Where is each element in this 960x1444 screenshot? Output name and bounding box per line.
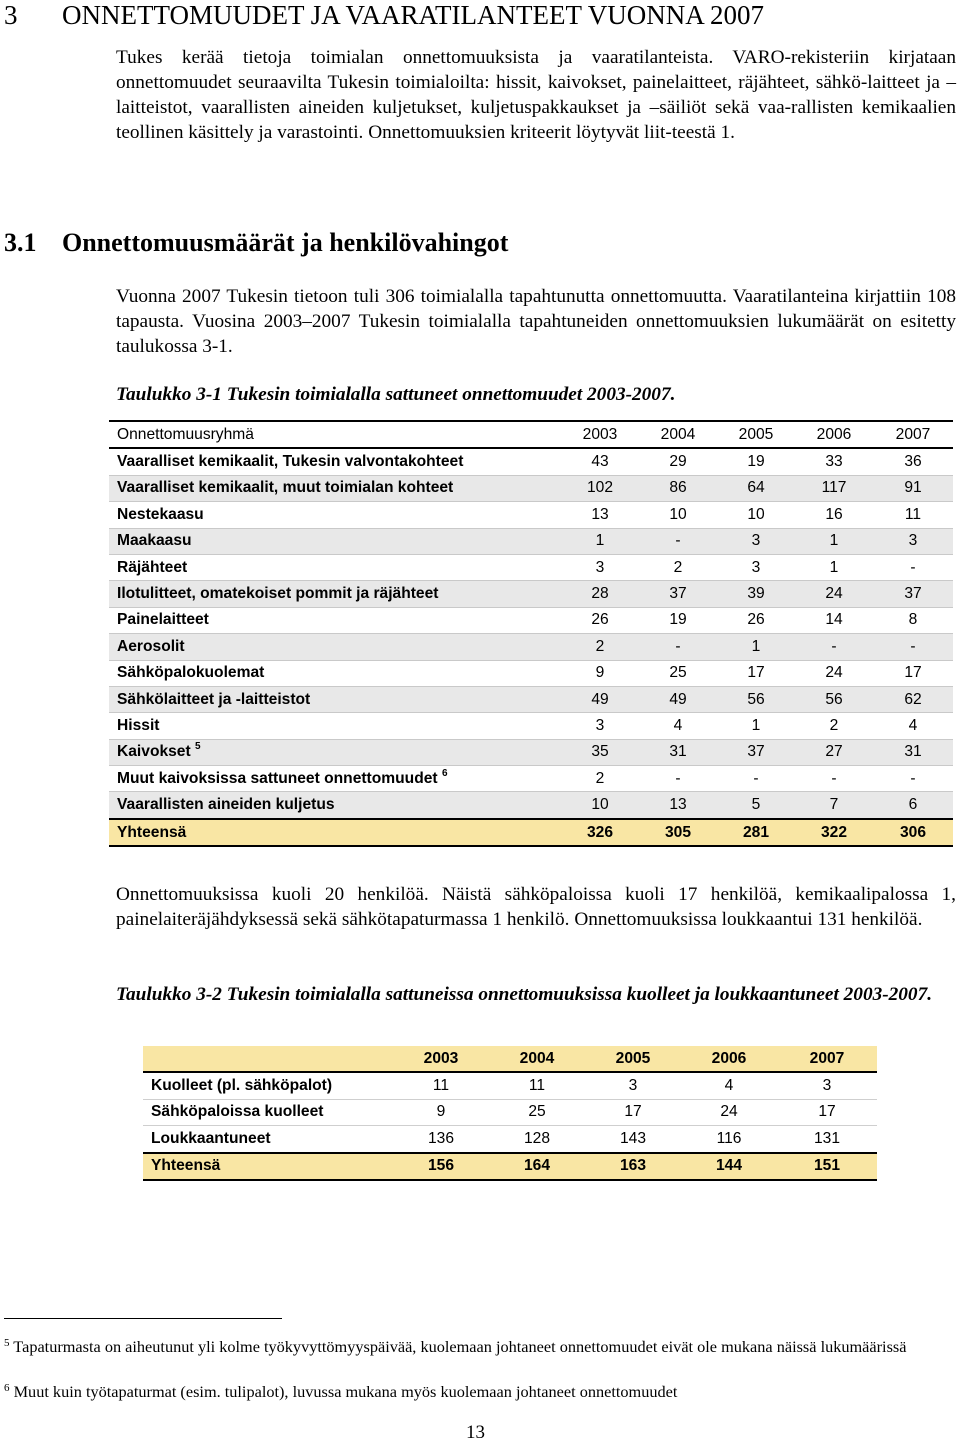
row-label-text: Sähkölaitteet ja -laitteistot — [117, 690, 311, 708]
table-cell: 19 — [639, 607, 717, 633]
total-cell: 164 — [489, 1153, 585, 1180]
table-cell: - — [873, 766, 953, 792]
row-label — [109, 448, 561, 475]
table-cell: - — [873, 634, 953, 660]
table-row — [109, 554, 953, 580]
table-row — [109, 581, 953, 607]
table-cell: 26 — [717, 607, 795, 633]
column-header-year: 2003 — [393, 1046, 489, 1072]
intro-paragraph: Tukes kerää tietoja toimialan onnettomuuksista ja vaaratilanteista. VARO-rekisteriin kirjataan onnettomuudet seuraavilta Tukesin toimialoilta: hissit, kaivokset, painelaitteet, räjähteet, sähkö-laitteet ja –laitteistot, vaarallisten aineiden kuljetukset, kuljetuspakkaukset ja –säiliöt sekä vaa-rallisten kemikaalien teollinen käsittely ja varastointi. Onnettomuuksien kriteerit löytyvät liit-teestä 1. — [116, 47, 956, 143]
row-label: Kuolleet (pl. sähköpalot) — [143, 1072, 393, 1099]
total-cell: 326 — [561, 819, 639, 846]
section-title: Onnettomuusmäärät ja henkilövahingot — [62, 228, 509, 257]
table-cell: 36 — [873, 448, 953, 475]
table-cell: 4 — [639, 713, 717, 739]
table-cell: - — [795, 634, 873, 660]
table-cell: 17 — [585, 1099, 681, 1125]
table-cell: 25 — [639, 660, 717, 686]
row-label-text: Aerosolit — [117, 637, 185, 655]
table-cell: 2 — [561, 634, 639, 660]
row-label-text: Maakaasu — [117, 532, 192, 550]
total-label: Yhteensä — [143, 1153, 393, 1180]
row-label — [109, 475, 561, 501]
table-cell: 17 — [777, 1099, 877, 1125]
table-cell: 2 — [561, 766, 639, 792]
column-header-year: 2007 — [777, 1046, 877, 1072]
footnote-mark: 6 — [4, 1382, 10, 1394]
table-cell: 56 — [717, 686, 795, 712]
table-row — [109, 792, 953, 819]
table-cell: 24 — [795, 581, 873, 607]
table-cell: 143 — [585, 1126, 681, 1153]
table-cell: 28 — [561, 581, 639, 607]
table-cell: 9 — [561, 660, 639, 686]
row-label — [109, 581, 561, 607]
footnote-5 — [4, 1336, 954, 1357]
table-cell: 31 — [873, 739, 953, 765]
table-cell: - — [639, 528, 717, 554]
row-label-text: Kaivokset — [117, 743, 191, 761]
table-cell: - — [639, 634, 717, 660]
footnote-mark: 5 — [4, 1337, 10, 1349]
column-header-year: 2005 — [585, 1046, 681, 1072]
total-cell: 163 — [585, 1153, 681, 1180]
table-cell: 1 — [717, 713, 795, 739]
table-cell: 91 — [873, 475, 953, 501]
row-label — [109, 713, 561, 739]
table-cell: 117 — [795, 475, 873, 501]
page-number: 13 — [466, 1422, 485, 1443]
total-cell: 151 — [777, 1153, 877, 1180]
table-cell: 10 — [639, 502, 717, 528]
total-row — [109, 819, 953, 846]
row-label-text: Sähköpalokuolemat — [117, 664, 265, 682]
table-cell: 1 — [795, 528, 873, 554]
footnote-ref: 5 — [195, 741, 201, 753]
table-cell: 14 — [795, 607, 873, 633]
row-label — [109, 766, 561, 792]
table-cell: 3 — [777, 1072, 877, 1099]
column-header-year: 2003 — [561, 421, 639, 448]
row-label — [109, 528, 561, 554]
table-row — [109, 634, 953, 660]
table-cell: 35 — [561, 739, 639, 765]
column-header-year: 2007 — [873, 421, 953, 448]
chapter-number: 3 — [4, 0, 18, 30]
column-header-year: 2006 — [795, 421, 873, 448]
chapter-heading — [4, 0, 764, 30]
row-label-text: Vaaralliset kemikaalit, Tukesin valvontakohteet — [117, 453, 464, 471]
table-cell: 4 — [681, 1072, 777, 1099]
table-row — [109, 713, 953, 739]
row-label — [109, 607, 561, 633]
column-header-group: Onnettomuusryhmä — [109, 421, 561, 448]
table-cell: 10 — [717, 502, 795, 528]
table-cell: 3 — [561, 713, 639, 739]
table1-caption: Taulukko 3-1 Tukesin toimialalla sattuneet onnettomuudet 2003-2007. — [116, 384, 676, 405]
table-row — [109, 502, 953, 528]
table-cell: 3 — [561, 554, 639, 580]
chapter-title: ONNETTOMUUDET JA VAARATILANTEET VUONNA 2007 — [62, 0, 765, 30]
table-cell: 116 — [681, 1126, 777, 1153]
table-cell: 11 — [393, 1072, 489, 1099]
table-cell: 102 — [561, 475, 639, 501]
section-heading — [4, 228, 508, 258]
row-label — [109, 554, 561, 580]
table-row — [109, 766, 953, 792]
table-cell: 1 — [717, 634, 795, 660]
table-cell: 10 — [561, 792, 639, 819]
table-header-row — [143, 1046, 877, 1072]
column-header-year: 2006 — [681, 1046, 777, 1072]
table-cell: 6 — [873, 792, 953, 819]
footnote-ref: 6 — [441, 767, 448, 779]
total-cell: 306 — [873, 819, 953, 846]
table-cell: 19 — [717, 448, 795, 475]
table-cell: 8 — [873, 607, 953, 633]
section-number: 3.1 — [4, 228, 37, 257]
table-cell: 64 — [717, 475, 795, 501]
total-label: Yhteensä — [109, 819, 561, 846]
table-cell: 16 — [795, 502, 873, 528]
footnote-text: Muut kuin työtapaturmat (esim. tulipalot), luvussa mukana myös kuolemaan johtaneet onnettomuudet — [13, 1382, 678, 1401]
table-row — [109, 660, 953, 686]
column-header-year: 2004 — [639, 421, 717, 448]
table-cell: 49 — [561, 686, 639, 712]
total-cell: 144 — [681, 1153, 777, 1180]
casualties-table — [143, 1046, 877, 1181]
row-label — [109, 686, 561, 712]
total-row — [143, 1153, 877, 1180]
table-cell: 56 — [795, 686, 873, 712]
total-cell: 322 — [795, 819, 873, 846]
section-paragraph: Vuonna 2007 Tukesin tietoon tuli 306 toimialalla tapahtunutta onnettomuutta. Vaaratilanteina kirjattiin 108 tapausta. Vuosina 2003–2007 Tukesin toimialalla tapahtuneiden onnettomuuksien lukumäärät on esitetty taulukossa 3-1. — [116, 286, 956, 357]
total-cell: 305 — [639, 819, 717, 846]
table-cell: 24 — [795, 660, 873, 686]
table-cell: 24 — [681, 1099, 777, 1125]
table-cell: 43 — [561, 448, 639, 475]
table-cell: 49 — [639, 686, 717, 712]
table-cell: 7 — [795, 792, 873, 819]
table-row — [143, 1099, 877, 1125]
table-cell: 37 — [639, 581, 717, 607]
table-cell: - — [873, 554, 953, 580]
row-label — [109, 634, 561, 660]
table-cell: 26 — [561, 607, 639, 633]
table-cell: 11 — [489, 1072, 585, 1099]
table-row — [109, 448, 953, 475]
table-cell: 25 — [489, 1099, 585, 1125]
table-cell: 1 — [795, 554, 873, 580]
table-cell: 131 — [777, 1126, 877, 1153]
table-cell: 128 — [489, 1126, 585, 1153]
table-cell: 3 — [585, 1072, 681, 1099]
table-row — [109, 528, 953, 554]
table-cell: - — [639, 766, 717, 792]
table-cell: 62 — [873, 686, 953, 712]
accidents-table — [109, 420, 953, 847]
row-label: Loukkaantuneet — [143, 1126, 393, 1153]
footnote-6 — [4, 1381, 954, 1402]
column-header-empty — [143, 1046, 393, 1072]
column-header-year: 2004 — [489, 1046, 585, 1072]
row-label — [109, 502, 561, 528]
row-label — [109, 660, 561, 686]
row-label-text: Vaaralliset kemikaalit, muut toimialan kohteet — [117, 479, 454, 497]
table-cell: 39 — [717, 581, 795, 607]
table-cell: 1 — [561, 528, 639, 554]
table-cell: 27 — [795, 739, 873, 765]
footnote-divider — [4, 1318, 282, 1319]
table-cell: 13 — [561, 502, 639, 528]
row-label-text: Muut kaivoksissa sattuneet onnettomuudet — [117, 769, 438, 787]
table-cell: - — [717, 766, 795, 792]
table-row — [109, 739, 953, 765]
row-label-text: Hissit — [117, 716, 160, 734]
table-cell: - — [795, 766, 873, 792]
row-label — [109, 739, 561, 765]
casualties-paragraph: Onnettomuuksissa kuoli 20 henkilöä. Näistä sähköpaloissa kuoli 17 henkilöä, kemikaalipalossa 1, painelaiteräjähdyksessä sekä sähkötapaturmassa 1 henkilö. Onnettomuuksissa loukkaantui 131 henkilöä. — [116, 884, 956, 930]
table-cell: 9 — [393, 1099, 489, 1125]
table-cell: 2 — [795, 713, 873, 739]
table-cell: 2 — [639, 554, 717, 580]
row-label-text: Räjähteet — [117, 558, 188, 576]
row-label-text: Nestekaasu — [117, 505, 204, 523]
table-cell: 13 — [639, 792, 717, 819]
row-label-text: Ilotulitteet, omatekoiset pommit ja räjähteet — [117, 585, 439, 603]
total-cell: 156 — [393, 1153, 489, 1180]
table-row — [109, 607, 953, 633]
table-cell: 136 — [393, 1126, 489, 1153]
table-cell: 86 — [639, 475, 717, 501]
table-cell: 33 — [795, 448, 873, 475]
table-cell: 17 — [717, 660, 795, 686]
table-cell: 17 — [873, 660, 953, 686]
footnote-text: Tapaturmasta on aiheutunut yli kolme työkyvyttömyyspäivää, kuolemaan johtaneet onnettomuudet eivät ole mukana näissä lukumäärissä — [13, 1337, 907, 1356]
table-cell: 37 — [873, 581, 953, 607]
row-label: Sähköpaloissa kuolleet — [143, 1099, 393, 1125]
table-row — [143, 1126, 877, 1153]
table-cell: 11 — [873, 502, 953, 528]
column-header-year: 2005 — [717, 421, 795, 448]
table-header-row — [109, 421, 953, 448]
table-cell: 3 — [717, 528, 795, 554]
table2-caption: Taulukko 3-2 Tukesin toimialalla sattuneissa onnettomuuksissa kuolleet ja loukkaantuneet 2003-2007. — [116, 984, 933, 1005]
table-cell: 29 — [639, 448, 717, 475]
table-row — [109, 475, 953, 501]
table-row — [143, 1072, 877, 1099]
table-cell: 31 — [639, 739, 717, 765]
table-cell: 3 — [717, 554, 795, 580]
table-cell: 37 — [717, 739, 795, 765]
table-cell: 3 — [873, 528, 953, 554]
table-cell: 5 — [717, 792, 795, 819]
row-label-text: Vaarallisten aineiden kuljetus — [117, 796, 335, 814]
row-label — [109, 792, 561, 819]
table-row — [109, 686, 953, 712]
total-cell: 281 — [717, 819, 795, 846]
row-label-text: Painelaitteet — [117, 611, 209, 629]
table-cell: 4 — [873, 713, 953, 739]
